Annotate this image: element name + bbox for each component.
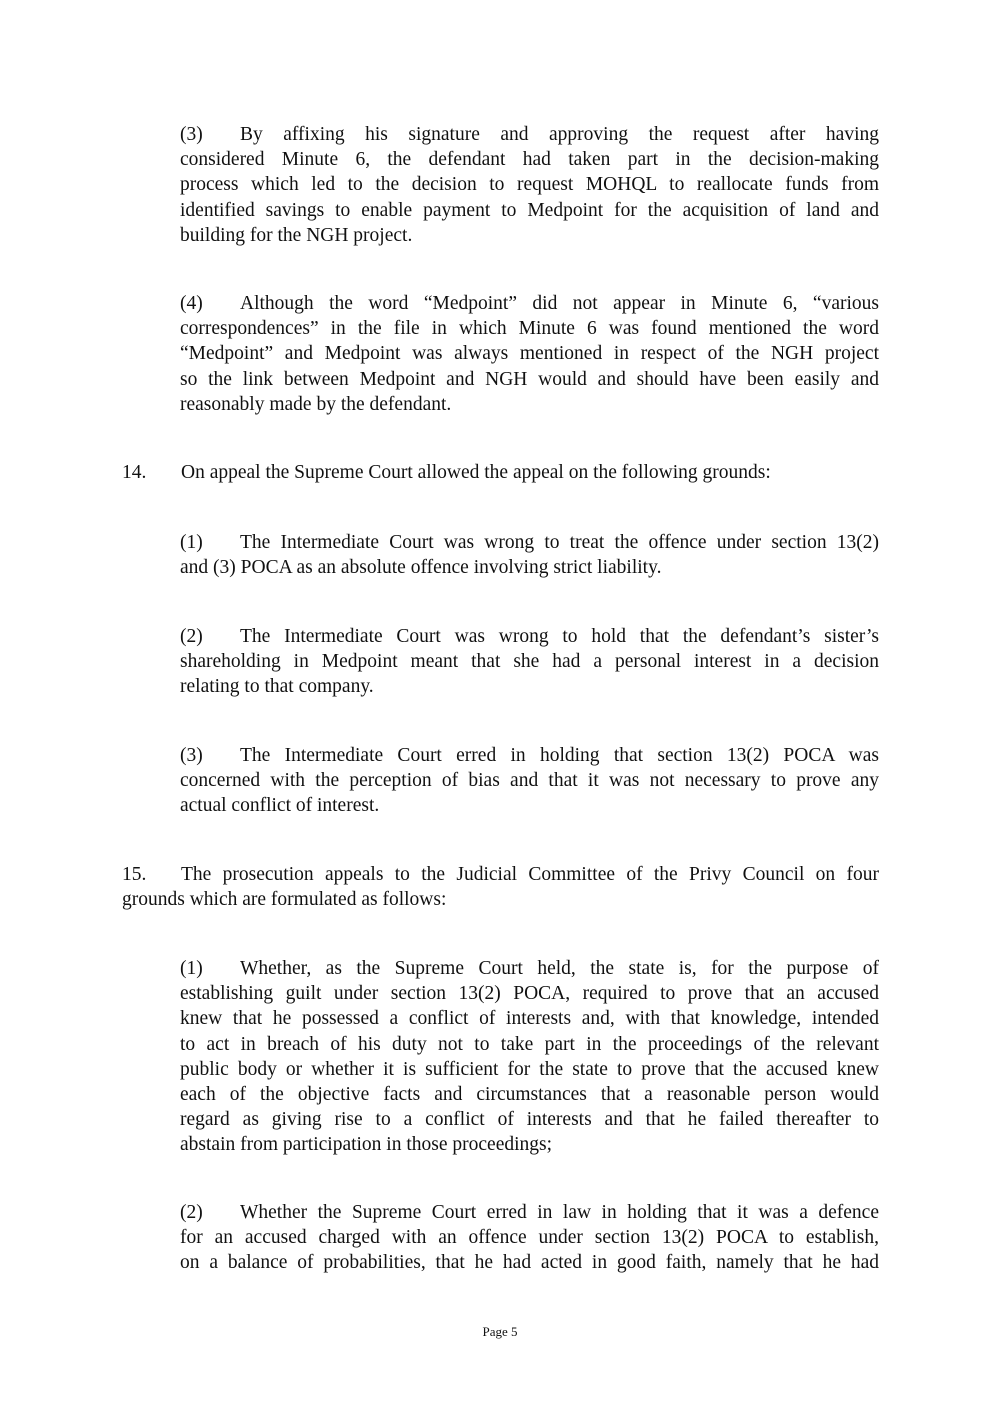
paragraph-line: actual conflict of interest. [180,795,380,817]
paragraph-line: to act in breach of his duty not to take part in the proceedings of the relevant [180,1033,879,1055]
paragraph-14-3 [180,743,879,819]
paragraph-line: for an accused charged with an offence under section 13(2) POCA to establish, [180,1227,879,1249]
paragraph-line: shareholding in Medpoint meant that she had a personal interest in a decision [180,651,879,673]
paragraph-label: (1) [180,958,203,979]
paragraph-label: (3) [180,124,203,145]
paragraph-label: (3) [180,745,203,766]
paragraph-14-1 [180,530,879,580]
paragraph-label: (2) [180,1202,203,1223]
paragraph-14-2 [180,624,879,700]
paragraph-line: The Intermediate Court was wrong to treat the offence under section 13(2) [240,532,879,553]
paragraph-line: Whether the Supreme Court erred in law in holding that it was a defence [240,1202,879,1223]
paragraph-line: Whether, as the Supreme Court held, the state is, for the purpose of [240,958,879,979]
paragraph-15-2 [180,1200,879,1276]
paragraph-line: reasonably made by the defendant. [180,393,452,415]
paragraph-number: 14. [122,462,147,483]
paragraph-line: grounds which are formulated as follows: [122,889,447,911]
page-number: Page 5 [482,1324,518,1339]
paragraph-line: regard as giving rise to a conflict of interests and that he failed thereafter to [180,1109,879,1131]
paragraph-number: 15. [122,864,147,885]
paragraph-line: The Intermediate Court erred in holding that section 13(2) POCA was [240,745,879,766]
paragraph-15 [122,862,879,912]
paragraph-line: concerned with the perception of bias and that it was not necessary to prove any [180,770,879,792]
paragraph-line: public body or whether it is sufficient for the state to prove that the accused knew [180,1058,879,1080]
paragraph-line: establishing guilt under section 13(2) POCA, required to prove that an accused [180,983,879,1005]
paragraph-line: abstain from participation in those proceedings; [180,1134,553,1156]
paragraph-line: each of the objective facts and circumstances that a reasonable person would [180,1084,879,1106]
paragraph-label: (2) [180,626,203,647]
paragraph-15-1 [180,956,879,1158]
paragraph-line: and (3) POCA as an absolute offence involving strict liability. [180,557,662,579]
paragraph-line: The Intermediate Court was wrong to hold that the defendant’s sister’s [240,626,879,647]
paragraph-13-4 [180,291,879,417]
paragraph-line: considered Minute 6, the defendant had taken part in the decision-making [180,149,879,171]
paragraph-13-3 [180,122,879,248]
paragraph-line: The prosecution appeals to the Judicial Committee of the Privy Council on four [181,864,879,885]
paragraph-line: On appeal the Supreme Court allowed the appeal on the following grounds: [181,462,771,483]
paragraph-label: (4) [180,293,203,314]
paragraph-line: By affixing his signature and approving the request after having [240,124,879,145]
paragraph-line: “Medpoint” and Medpoint was always mentioned in respect of the NGH project [180,343,879,365]
paragraph-line: on a balance of probabilities, that he had acted in good faith, namely that he had [180,1252,879,1274]
paragraph-label: (1) [180,532,203,553]
paragraph-line: relating to that company. [180,676,374,698]
paragraph-line: correspondences” in the file in which Minute 6 was found mentioned the word [180,318,879,340]
paragraph-line: knew that he possessed a conflict of interests and, with that knowledge, intended [180,1008,879,1030]
paragraph-line: Although the word “Medpoint” did not appear in Minute 6, “various [240,293,879,314]
paragraph-line: so the link between Medpoint and NGH would and should have been easily and [180,368,879,390]
paragraph-line: building for the NGH project. [180,224,413,246]
paragraph-14 [122,460,879,485]
paragraph-line: process which led to the decision to request MOHQL to reallocate funds from [180,174,879,196]
paragraph-line: identified savings to enable payment to Medpoint for the acquisition of land and [180,199,879,221]
